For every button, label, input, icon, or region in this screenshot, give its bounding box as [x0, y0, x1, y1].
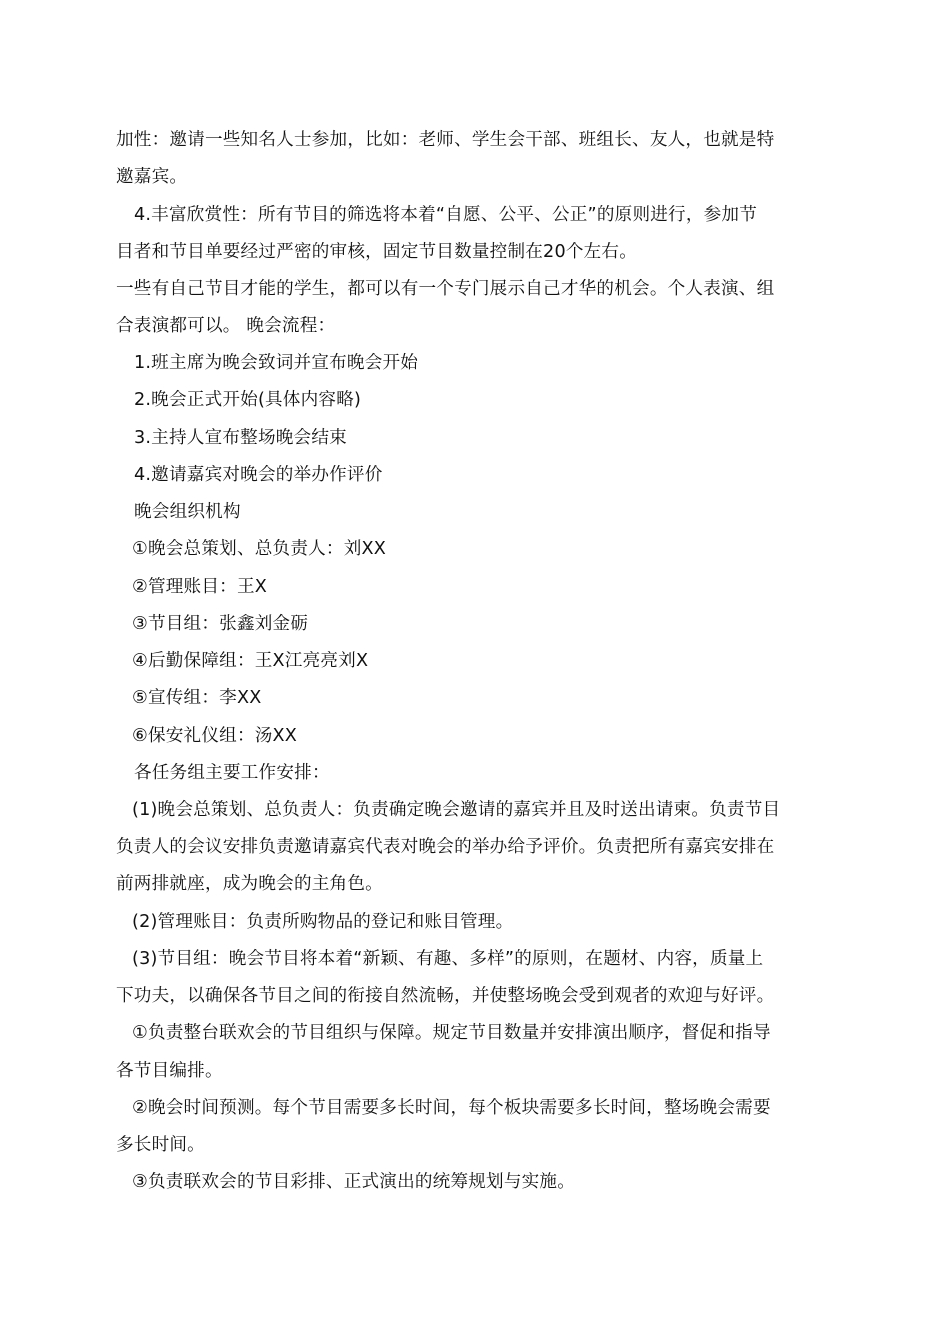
list-item: ①晚会总策划、总负责人：刘XX [132, 539, 387, 559]
list-item: 1.班主席为晚会致词并宣布晚会开始 [134, 353, 419, 373]
paragraph-line: (2)管理账目：负责所购物品的登记和账目管理。 [132, 912, 514, 932]
list-item: ②管理账目：王X [132, 577, 267, 597]
section-heading: 晚会组织机构 [134, 502, 241, 522]
paragraph-line: ②晚会时间预测。每个节目需要多长时间，每个板块需要多长时间，整场晚会需要 [132, 1098, 771, 1118]
section-heading: 各任务组主要工作安排： [134, 763, 330, 783]
paragraph-line: ③负责联欢会的节目彩排、正式演出的统筹规划与实施。 [132, 1172, 576, 1192]
paragraph-line: (1)晚会总策划、总负责人：负责确定晚会邀请的嘉宾并且及时送出请柬。负责节目 [132, 800, 781, 820]
paragraph-line: 目者和节目单要经过严密的审核，固定节目数量控制在20个左右。 [116, 242, 638, 262]
list-item: 3.主持人宣布整场晚会结束 [134, 428, 347, 448]
paragraph-line: 各节目编排。 [116, 1061, 223, 1081]
list-item: ③节目组：张鑫刘金砺 [132, 614, 309, 634]
paragraph-line: 4.丰富欣赏性：所有节目的筛选将本着“自愿、公平、公正”的原则进行，参加节 [134, 205, 758, 225]
list-item: ⑤宣传组：李XX [132, 688, 262, 708]
paragraph-line: 合表演都可以。 晚会流程： [116, 316, 336, 336]
paragraph-line: 下功夫，以确保各节目之间的衔接自然流畅，并使整场晚会受到观者的欢迎与好评。 [116, 986, 775, 1006]
list-item: ⑥保安礼仪组：汤XX [132, 726, 298, 746]
paragraph-line: 加性：邀请一些知名人士参加，比如：老师、学生会干部、班组长、友人，也就是特 [116, 130, 775, 150]
paragraph-line: 一些有自己节目才能的学生，都可以有一个专门展示自己才华的机会。个人表演、组 [116, 279, 775, 299]
paragraph-line: 前两排就座，成为晚会的主角色。 [116, 874, 383, 894]
paragraph-line: 多长时间。 [116, 1135, 205, 1155]
paragraph-line: 邀嘉宾。 [116, 167, 188, 187]
list-item: 4.邀请嘉宾对晚会的举办作评价 [134, 465, 383, 485]
paragraph-line: (3)节目组：晚会节目将本着“新颖、有趣、多样”的原则，在题材、内容，质量上 [132, 949, 764, 969]
paragraph-line: ①负责整台联欢会的节目组织与保障。规定节目数量并安排演出顺序，督促和指导 [132, 1023, 771, 1043]
paragraph-line: 负责人的会议安排负责邀请嘉宾代表对晚会的举办给予评价。负责把所有嘉宾安排在 [116, 837, 775, 857]
list-item: 2.晚会正式开始(具体内容略) [134, 390, 362, 410]
list-item: ④后勤保障组：王X江亮亮刘X [132, 651, 369, 671]
